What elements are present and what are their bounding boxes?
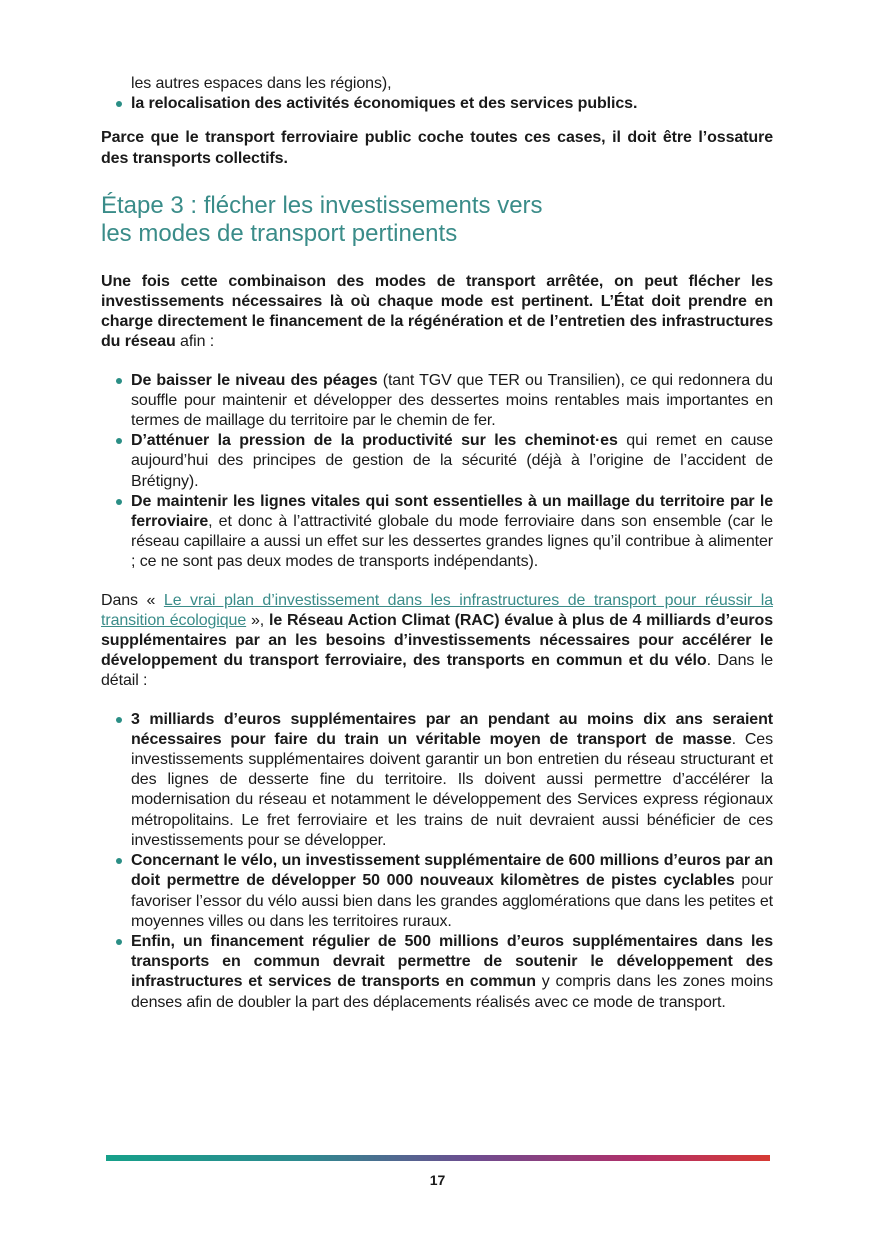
heading-line-1: Étape 3 : flécher les investissements vers — [101, 191, 543, 219]
list-item: De baisser le niveau des péages (tant TGV que TER ou Transilien), ce qui redonnera du souffle pour maintenir et développer des dessertes moins rentables mais importantes en termes de maillage du territoire par le chemin de fer. — [101, 371, 773, 432]
list-item: Concernant le vélo, un investissement supplémentaire de 600 millions d’euros par an doit permettre de développer 50 000 nouveaux kilomètres de pistes cyclables pour favoriser l’essor du vélo aussi bien dans les grandes agglomérations que dans les petites et moyennes villes ou dans les territoires ruraux. — [101, 851, 773, 932]
list-item: De maintenir les lignes vitales qui sont essentielles à un maillage du territoire par le ferroviaire, et donc à l’attractivité globale du mode ferroviaire dans son ensemble (car le réseau capillaire a aussi un effet sur les dessertes grandes lignes qu’il contribue à alimenter ; ce ne sont pas deux modes de transports indépendants). — [101, 492, 773, 573]
list-item-continued: les autres espaces dans les régions), — [131, 75, 392, 92]
details-list — [101, 710, 773, 1013]
heading-line-2: les modes de transport pertinents — [101, 219, 458, 247]
footer-gradient-bar — [106, 1155, 770, 1161]
conclusion-paragraph: Parce que le transport ferroviaire public coche toutes ces cases, il doit être l’ossature des transports collectifs. — [101, 129, 773, 167]
report-link[interactable]: Le vrai plan d’investissement dans les infrastructures de transport pour réussir la transition écologique — [101, 591, 773, 629]
aims-list — [101, 371, 773, 573]
page-number: 17 — [429, 1172, 446, 1188]
section-heading — [101, 192, 773, 248]
lead-paragraph: Une fois cette combinaison des modes de transport arrêtée, on peut flécher les investissements nécessaires là où chaque mode est pertinent. L’État doit prendre en charge directement le financement de la régénération et de l’entretien des infrastructures du réseau afin : — [101, 272, 773, 351]
list-item: Enfin, un financement régulier de 500 millions d’euros supplémentaires dans les transports en commun devrait permettre de soutenir le développement des infrastructures et services de transports en commun y compris dans les zones moins denses afin de doubler la part des déplacements réalisés avec ce mode de transport. — [101, 932, 773, 1013]
list-item: 3 milliards d’euros supplémentaires par an pendant au moins dix ans seraient nécessaires pour faire du train un véritable moyen de transport de masse. Ces investissements supplémentaires doivent garantir un bon entretien du réseau structurant et des lignes de desserte fine du territoire. Ils doivent aussi permettre d’accélérer la modernisation du réseau et notamment le développement des Services express régionaux métropolitains. Le fret ferroviaire et les trains de nuit devraient aussi bénéficier de ces investissements pour se développer. — [101, 710, 773, 851]
list-item: la relocalisation des activités économiques et des services publics. — [101, 94, 773, 114]
list-item: D’atténuer la pression de la productivité sur les cheminot·es qui remet en cause aujourd’hui des principes de gestion de la sécurité (déjà à l’origine de l’accident de Brétigny). — [101, 431, 773, 492]
rac-paragraph: Dans « Le vrai plan d’investissement dans les infrastructures de transport pour réussir la transition écologique », le Réseau Action Climat (RAC) évalue à plus de 4 milliards d’euros supplémentaires par an les besoins d’investissements nécessaires pour accélérer le développement du transport ferroviaire, des transports en commun et du vélo. Dans le détail : — [101, 591, 774, 690]
intro-list — [101, 74, 773, 114]
page-content — [101, 74, 773, 1013]
